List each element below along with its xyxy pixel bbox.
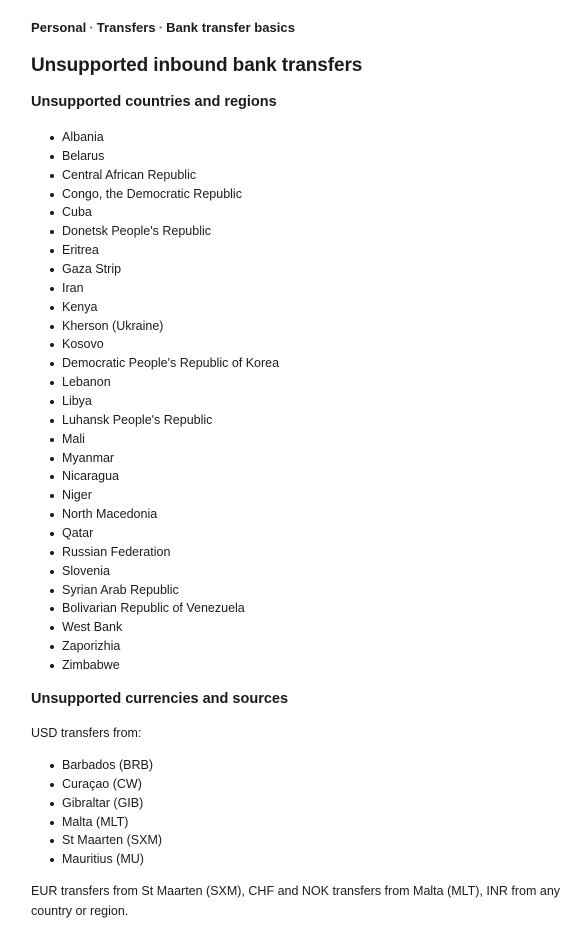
list-item: Slovenia	[31, 562, 279, 581]
list-item: Gaza Strip	[31, 260, 279, 279]
list-item: Belarus	[31, 147, 279, 166]
list-item: Luhansk People's Republic	[31, 411, 279, 430]
usd-transfers-intro: USD transfers from:	[31, 726, 142, 740]
list-item: Kosovo	[31, 335, 279, 354]
list-item: Cuba	[31, 203, 279, 222]
list-item: Eritrea	[31, 241, 279, 260]
list-item: Zaporizhia	[31, 637, 279, 656]
list-item: Kenya	[31, 298, 279, 317]
page-title: Unsupported inbound bank transfers	[31, 55, 363, 76]
list-item: Barbados (BRB)	[31, 756, 162, 775]
unsupported-currencies-heading: Unsupported currencies and sources	[31, 691, 289, 707]
list-item: Iran	[31, 279, 279, 298]
list-item: Congo, the Democratic Republic	[31, 185, 279, 204]
breadcrumb-link-transfers[interactable]: Transfers	[96, 20, 156, 35]
list-item: Curaçao (CW)	[31, 775, 162, 794]
list-item: Albania	[31, 128, 279, 147]
list-item: North Macedonia	[31, 505, 279, 524]
list-item: Donetsk People's Republic	[31, 222, 279, 241]
list-item: Kherson (Ukraine)	[31, 317, 279, 336]
other-currencies-note: EUR transfers from St Maarten (SXM), CHF and NOK transfers from Malta (MLT), INR from any country or region.	[31, 884, 561, 918]
list-item: Lebanon	[31, 373, 279, 392]
breadcrumb-link-bank-transfer-basics[interactable]: Bank transfer basics	[166, 20, 295, 35]
list-item: Bolivarian Republic of Venezuela	[31, 599, 279, 618]
breadcrumb-link-personal[interactable]: Personal	[31, 20, 87, 35]
list-item: Mauritius (MU)	[31, 850, 162, 869]
list-item: Nicaragua	[31, 467, 279, 486]
list-item: Myanmar	[31, 449, 279, 468]
list-item: Democratic People's Republic of Korea	[31, 354, 279, 373]
breadcrumb-separator: ·	[89, 20, 94, 35]
usd-sources-list	[31, 756, 162, 869]
list-item: West Bank	[31, 618, 279, 637]
list-item: Libya	[31, 392, 279, 411]
breadcrumb	[31, 20, 295, 35]
list-item: Qatar	[31, 524, 279, 543]
list-item: Malta (MLT)	[31, 813, 162, 832]
breadcrumb-separator: ·	[158, 20, 164, 35]
unsupported-countries-heading: Unsupported countries and regions	[31, 94, 277, 110]
list-item: Central African Republic	[31, 166, 279, 185]
list-item: Syrian Arab Republic	[31, 581, 279, 600]
list-item: Gibraltar (GIB)	[31, 794, 162, 813]
unsupported-countries-list	[31, 128, 279, 675]
list-item: St Maarten (SXM)	[31, 831, 162, 850]
list-item: Russian Federation	[31, 543, 279, 562]
list-item: Mali	[31, 430, 279, 449]
list-item: Niger	[31, 486, 279, 505]
list-item: Zimbabwe	[31, 656, 279, 675]
